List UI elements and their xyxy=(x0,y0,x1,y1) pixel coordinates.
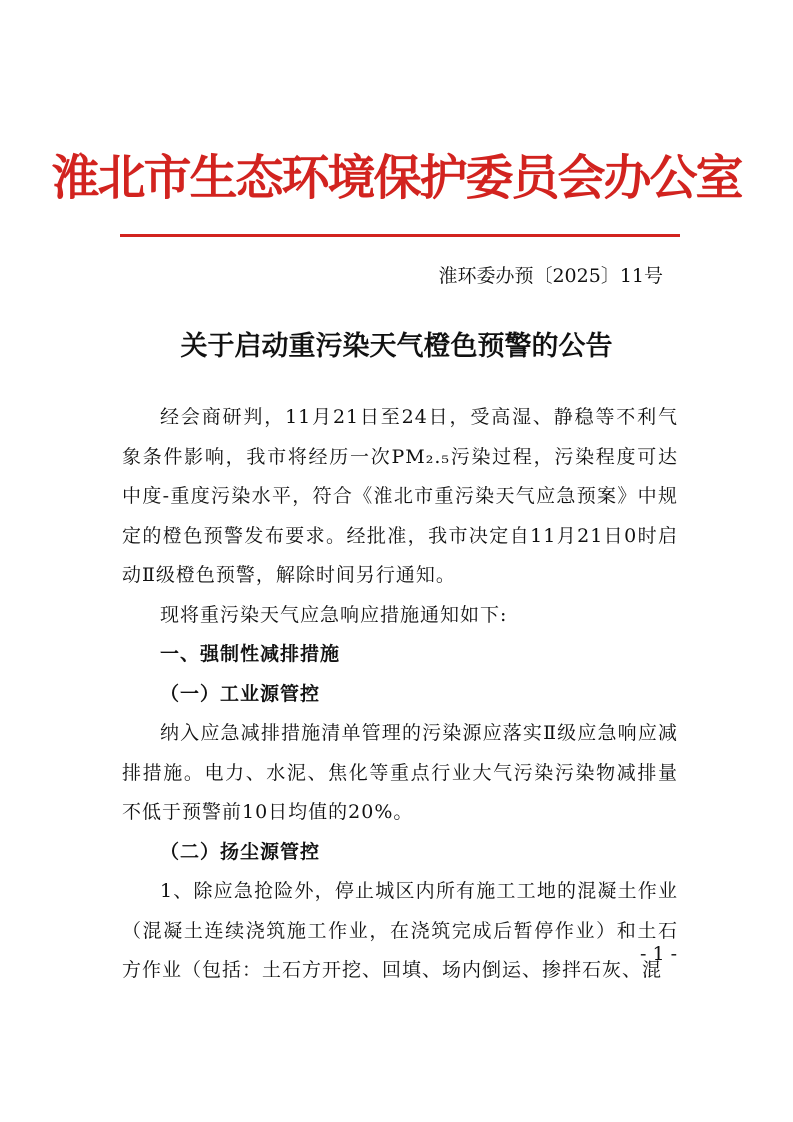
document-number: 淮环委办预〔2025〕11号 xyxy=(438,265,663,287)
document-title: 关于启动重污染天气橙色预警的公告 xyxy=(180,331,613,362)
intro-paragraph: 经会商研判，11月21日至24日，受高湿、静稳等不利气象条件影响，我市将经历一次PM₂.₅污染过程，污染程度可达中度-重度污染水平，符合《淮北市重污染天气应急预案》中规定的橙色预警发布要求。经批准，我市决定自11月21日0时启动Ⅱ级橙色预警，解除时间另行通知。 xyxy=(122,406,678,586)
page-number: - 1 - xyxy=(639,943,677,965)
subsection-2-paragraph: 1、除应急抢险外，停止城区内所有施工工地的混凝土作业（混凝土连续浇筑施工作业，在浇筑完成后暂停作业）和土石方作业（包括：土石方开挖、回填、场内倒运、掺拌石灰、混 xyxy=(122,880,678,981)
masthead-red-rule xyxy=(120,234,680,237)
section-1-heading: 一、强制性减排措施 xyxy=(160,643,341,665)
document-body xyxy=(122,398,678,991)
subsection-1-heading: （一）工业源管控 xyxy=(160,682,321,705)
subsection-1-paragraph: 纳入应急减排措施清单管理的污染源应落实Ⅱ级应急响应减排措施。电力、水泥、焦化等重点行业大气污染污染物减排量不低于预警前10日均值的20%。 xyxy=(122,722,678,823)
issuing-organization-masthead: 淮北市生态环境保护委员会办公室 xyxy=(51,150,742,206)
notice-line: 现将重污染天气应急响应措施通知如下: xyxy=(160,603,508,626)
subsection-2-heading: （二）扬尘源管控 xyxy=(160,840,321,863)
